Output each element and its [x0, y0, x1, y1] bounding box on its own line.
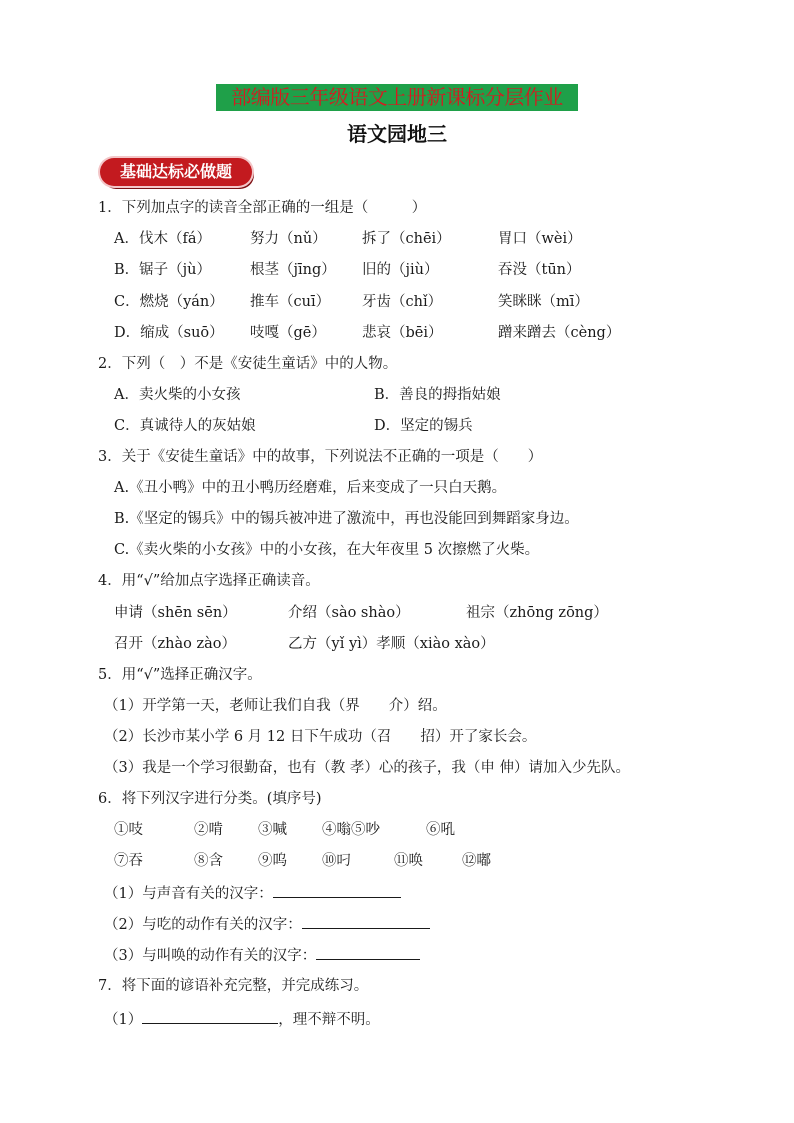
q6-sub-2-label: （2）与吃的动作有关的汉字：	[104, 917, 302, 933]
q6-char: ①吱	[114, 822, 143, 838]
q1-option-a: A．伐木（fá）	[114, 231, 211, 247]
q2-option-d: D．坚定的锡兵	[374, 418, 473, 434]
q6-char: ⑥吼	[426, 822, 455, 838]
answer-blank[interactable]	[273, 882, 401, 898]
q4-item: 乙方（yǐ yì）孝顺（xiào xào）	[288, 636, 495, 652]
question-3-stem: 3．关于《安徒生童话》中的故事，下列说法不正确的一项是（ ）	[98, 449, 543, 465]
q6-char: ⑪唤	[394, 853, 423, 869]
q3-option-a: A.《丑小鸭》中的丑小鸭历经磨难，后来变成了一只白天鹅。	[114, 480, 507, 496]
q1-option-d: D．缩成（suō）	[114, 325, 224, 341]
q3-option-b: B.《坚定的锡兵》中的锡兵被冲进了激流中，再也没能回到舞蹈家身边。	[114, 511, 579, 527]
q6-sub-3-label: （3）与叫唤的动作有关的汉字：	[104, 948, 317, 964]
question-1-stem: 1．下列加点字的读音全部正确的一组是（ ）	[98, 200, 427, 216]
worksheet-banner-title: 部编版三年级语文上册新课标分层作业	[216, 84, 578, 111]
q4-item: 召开（zhào zào）	[114, 636, 236, 652]
q6-char: ⑧含	[194, 853, 223, 869]
q6-char: ⑫嘟	[462, 853, 491, 869]
q1-word: 笑眯眯（mī）	[498, 294, 589, 310]
q6-char: ⑦吞	[114, 853, 143, 869]
q1-word: 推车（cuī）	[250, 294, 331, 310]
q1-word: 蹭来蹭去（cèng）	[498, 325, 621, 341]
q1-word: 悲哀（bēi）	[362, 325, 443, 341]
q2-option-b: B．善良的拇指姑娘	[374, 387, 501, 403]
question-5-stem: 5．用“√”选择正确汉字。	[98, 667, 262, 683]
q4-item: 申请（shēn sēn）	[114, 605, 237, 621]
q6-sub-1-label: （1）与声音有关的汉字：	[104, 886, 273, 902]
q1-option-c: C．燃烧（yán）	[114, 294, 224, 310]
q1-word: 吱嘎（gē）	[250, 325, 326, 341]
q6-char: ⑩叼	[322, 853, 351, 869]
q1-word: 努力（nǔ）	[250, 231, 327, 247]
q1-word: 旧的（jiù）	[362, 262, 439, 278]
question-7-stem: 7．将下面的谚语补充完整，并完成练习。	[98, 978, 369, 994]
q6-sub-2	[104, 913, 430, 935]
question-6-stem: 6．将下列汉字进行分类。(填序号)	[98, 791, 322, 807]
q5-item-2: （2）长沙市某小学 6 月 12 日下午成功（召 招）开了家长会。	[104, 729, 537, 745]
q2-option-a: A．卖火柴的小女孩	[114, 387, 241, 403]
q5-item-1: （1）开学第一天，老师让我们自我（界 介）绍。	[104, 698, 447, 714]
q7-item-1-suffix: ，理不辩不明。	[278, 1012, 380, 1028]
q6-char: ②啃	[194, 822, 223, 838]
q5-item-3: （3）我是一个学习很勤奋，也有（教 孝）心的孩子，我（申 伸）请加入少先队。	[104, 760, 630, 776]
q7-item-1	[104, 1008, 380, 1030]
answer-blank[interactable]	[142, 1008, 278, 1024]
q4-item: 祖宗（zhōng zōng）	[466, 605, 608, 621]
lesson-title: 语文园地三	[347, 122, 447, 146]
q7-item-1-prefix: （1）	[104, 1012, 143, 1028]
q6-char: ④嗡⑤吵	[322, 822, 380, 838]
q1-word: 牙齿（chǐ）	[362, 294, 443, 310]
q1-option-b: B．锯子（jù）	[114, 262, 211, 278]
question-4-stem: 4．用“√”给加点字选择正确读音。	[98, 573, 320, 589]
q1-word: 根茎（jīng）	[250, 262, 336, 278]
q6-char: ⑨呜	[258, 853, 287, 869]
q2-option-c: C．真诚待人的灰姑娘	[114, 418, 256, 434]
question-2-stem: 2．下列（ ）不是《安徒生童话》中的人物。	[98, 356, 398, 372]
q6-sub-3	[104, 944, 420, 966]
q3-option-c: C.《卖火柴的小女孩》中的小女孩，在大年夜里 5 次擦燃了火柴。	[114, 542, 540, 558]
q1-word: 吞没（tūn）	[498, 262, 581, 278]
section-badge: 基础达标必做题	[100, 158, 252, 186]
q6-sub-1	[104, 882, 401, 904]
answer-blank[interactable]	[302, 913, 430, 929]
q6-char: ③喊	[258, 822, 287, 838]
answer-blank[interactable]	[316, 944, 420, 960]
q1-word: 拆了（chēi）	[362, 231, 451, 247]
q4-item: 介绍（sào shào）	[288, 605, 410, 621]
q1-word: 胃口（wèi）	[498, 231, 582, 247]
